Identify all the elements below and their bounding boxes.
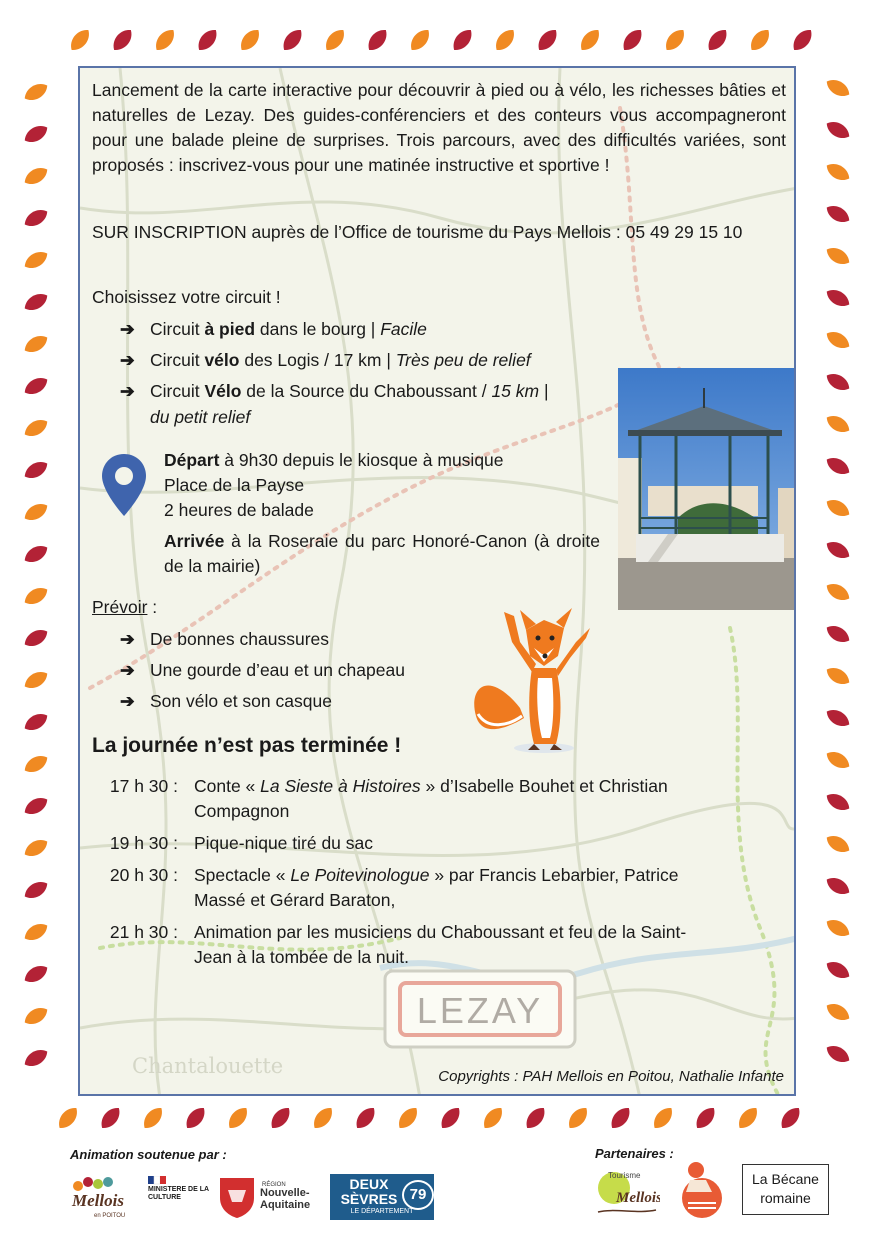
- leaf-decoration: [321, 26, 348, 55]
- svg-text:Mellois: Mellois: [72, 1191, 124, 1210]
- leaf-decoration: [21, 500, 50, 525]
- leaf-decoration: [279, 26, 306, 55]
- leaf-decoration: [746, 26, 773, 55]
- leaf-decoration: [21, 206, 50, 231]
- leaf-decoration: [823, 244, 852, 269]
- leaf-decoration: [823, 118, 852, 143]
- svg-text:Tourisme: Tourisme: [608, 1171, 641, 1180]
- leaf-decoration: [823, 622, 852, 647]
- leaf-decoration: [21, 962, 50, 987]
- leaf-decoration: [21, 710, 50, 735]
- intro-paragraph: Lancement de la carte interactive pour découvrir à pied ou à vélo, les richesses bâties et naturelles de Lezay. Des guides-conférenciers et des conteurs vous accompagneront pour une balade pleine de surprises. Trois parcours, avec des difficultés variées, sont proposés : inscrivez-vous pour une matinée instructive et sportive !: [92, 80, 786, 175]
- ministere-culture-logo: MINISTÈRE DE LA CULTURE: [148, 1176, 210, 1220]
- leaf-decoration: [449, 26, 476, 55]
- leaf-decoration: [66, 26, 93, 55]
- prevoir-list: [120, 626, 405, 719]
- leaf-decoration: [21, 836, 50, 861]
- kiosque-photo: [618, 368, 796, 610]
- prevoir-item: ➔ De bonnes chaussures: [120, 626, 405, 657]
- leaf-decoration: [692, 1104, 719, 1133]
- leaf-decoration: [21, 374, 50, 399]
- leaf-decoration: [479, 1104, 506, 1133]
- leaf-decoration: [823, 454, 852, 479]
- mellois-logo: [68, 1174, 140, 1220]
- leaf-decoration: [789, 26, 816, 55]
- leaf-decoration: [97, 1104, 124, 1133]
- schedule-row: 20 h 30 : Spectacle « Le Poitevinologue » par Francis Lebarbier, Patrice Massé et Gérard Baraton,: [109, 865, 679, 910]
- leaf-decoration: [21, 626, 50, 651]
- copyright-text: Copyrights : PAH Mellois en Poitou, Nathalie Infante: [438, 1068, 784, 1085]
- arrow-right-icon: ➔: [120, 319, 135, 339]
- prevoir-item: ➔ Une gourde d’eau et un chapeau: [120, 657, 405, 688]
- arrow-right-icon: ➔: [120, 629, 135, 649]
- svg-text:RÉGION: RÉGION: [262, 1182, 286, 1188]
- leaf-decoration: [21, 248, 50, 273]
- leaf-decoration: [823, 832, 852, 857]
- circuit-item: ➔ Circuit Vélo de la Source du Chaboussant / 15 km | du petit relief: [120, 378, 549, 428]
- leaf-decoration: [823, 160, 852, 185]
- leaf-decoration: [823, 76, 852, 101]
- main-frame: [78, 66, 796, 1096]
- leaf-decoration: [823, 580, 852, 605]
- leaf-decoration: [823, 664, 852, 689]
- leaf-decoration: [823, 412, 852, 437]
- leaf-decoration: [823, 496, 852, 521]
- leaf-decoration: [21, 290, 50, 315]
- leaf-decoration: [139, 1104, 166, 1133]
- leaf-decoration: [224, 1104, 251, 1133]
- leaf-decoration: [491, 26, 518, 55]
- leaf-decoration: [777, 1104, 804, 1133]
- leaf-decoration: [21, 878, 50, 903]
- svg-text:en POITOU: en POITOU: [94, 1213, 126, 1219]
- prevoir-item: ➔ Son vélo et son casque: [120, 688, 405, 719]
- circuit-item: ➔ Circuit vélo des Logis / 17 km | Très peu de relief: [120, 347, 549, 378]
- schedule-row: 17 h 30 : Conte « La Sieste à Histoires » d’Isabelle Bouhet et Christian Compagnon: [109, 776, 668, 821]
- leaf-decoration: [21, 122, 50, 147]
- arrow-right-icon: ➔: [120, 660, 135, 680]
- leaf-decoration: [394, 1104, 421, 1133]
- leaf-decoration: [21, 1004, 50, 1029]
- schedule: [92, 774, 712, 977]
- becane-romaine-logo: La Bécane romaine: [742, 1164, 829, 1215]
- leaf-decoration: [21, 80, 50, 105]
- leaf-decoration: [309, 1104, 336, 1133]
- circuit-item: ➔ Circuit à pied dans le bourg | Facile: [120, 316, 549, 347]
- leaf-decoration: [823, 958, 852, 983]
- leaf-decoration: [267, 1104, 294, 1133]
- arrow-right-icon: ➔: [120, 350, 135, 370]
- leaf-decoration: [734, 1104, 761, 1133]
- leaf-decoration: [823, 328, 852, 353]
- arrow-right-icon: ➔: [120, 381, 135, 401]
- leaf-decoration: [21, 1046, 50, 1071]
- lezay-label: LEZAY: [416, 990, 544, 1031]
- leaf-decoration: [823, 706, 852, 731]
- circuit-list: [120, 316, 549, 428]
- office-tourisme-logo: [594, 1164, 660, 1220]
- partners-label: Partenaires :: [595, 1146, 674, 1161]
- leaf-decoration: [704, 26, 731, 55]
- leaf-decoration: [236, 26, 263, 55]
- leaf-decoration: [823, 202, 852, 227]
- depart-label: Départ: [164, 450, 220, 470]
- leaf-decoration: [607, 1104, 634, 1133]
- chantalouette-label: Chantalouette: [132, 1054, 284, 1078]
- lezay-sign: [385, 971, 575, 1047]
- partner-emblem-logo: [676, 1158, 724, 1220]
- leaf-decoration: [564, 1104, 591, 1133]
- leaf-decoration: [661, 26, 688, 55]
- prevoir-label: Prévoir :: [92, 597, 158, 617]
- leaf-decoration: [522, 1104, 549, 1133]
- leaf-decoration: [21, 164, 50, 189]
- leaf-decoration: [54, 1104, 81, 1133]
- schedule-row: 21 h 30 : Animation par les musiciens du Chaboussant et feu de la Saint-Jean à la tombée de la nuit.: [109, 922, 687, 967]
- leaf-decoration: [21, 542, 50, 567]
- leaf-decoration: [21, 920, 50, 945]
- choose-circuit-label: Choisissez votre circuit !: [92, 287, 281, 307]
- nouvelle-aquitaine-logo: RÉGION Nouvelle-Aquitaine: [218, 1174, 320, 1220]
- leaf-decoration: [151, 26, 178, 55]
- leaf-decoration: [649, 1104, 676, 1133]
- deux-sevres-logo: DEUX SÈVRES 79 LE DÉPARTEMENT: [330, 1174, 434, 1220]
- leaf-decoration: [182, 1104, 209, 1133]
- leaf-decoration: [823, 748, 852, 773]
- leaf-decoration: [823, 1000, 852, 1025]
- leaf-decoration: [21, 458, 50, 483]
- leaf-decoration: [619, 26, 646, 55]
- support-label: Animation soutenue par :: [70, 1147, 227, 1162]
- leaf-decoration: [437, 1104, 464, 1133]
- leaf-decoration: [21, 332, 50, 357]
- depart-block: Départ à 9h30 depuis le kiosque à musique Place de la Payse 2 heures de balade Arrivée à la Roseraie du parc Honoré-Canon (à droite de la mairie): [164, 450, 600, 576]
- leaf-decoration: [823, 874, 852, 899]
- leaf-decoration: [194, 26, 221, 55]
- leaf-decoration: [823, 790, 852, 815]
- leaf-decoration: [823, 538, 852, 563]
- leaf-decoration: [576, 26, 603, 55]
- leaf-decoration: [109, 26, 136, 55]
- fox-mascot: [468, 598, 608, 758]
- leaf-decoration: [534, 26, 561, 55]
- leaf-decoration: [823, 1042, 852, 1067]
- leaf-decoration: [823, 286, 852, 311]
- leaf-decoration: [823, 370, 852, 395]
- leaf-decoration: [364, 26, 391, 55]
- evening-heading: La journée n’est pas terminée !: [92, 734, 402, 757]
- leaf-decoration: [21, 416, 50, 441]
- location-pin-icon: [100, 452, 148, 518]
- leaf-decoration: [21, 668, 50, 693]
- leaf-decoration: [21, 794, 50, 819]
- schedule-row: 19 h 30 : Pique-nique tiré du sac: [109, 833, 373, 853]
- leaf-decoration: [406, 26, 433, 55]
- leaf-decoration: [21, 584, 50, 609]
- svg-text:Mellois: Mellois: [616, 1190, 660, 1206]
- leaf-decoration: [21, 752, 50, 777]
- inscription-text: SUR INSCRIPTION auprès de l’Office de tourisme du Pays Mellois : 05 49 29 15 10: [92, 222, 743, 242]
- arrow-right-icon: ➔: [120, 691, 135, 711]
- leaf-decoration: [352, 1104, 379, 1133]
- leaf-decoration: [823, 916, 852, 941]
- arrivee-label: Arrivée: [164, 531, 225, 551]
